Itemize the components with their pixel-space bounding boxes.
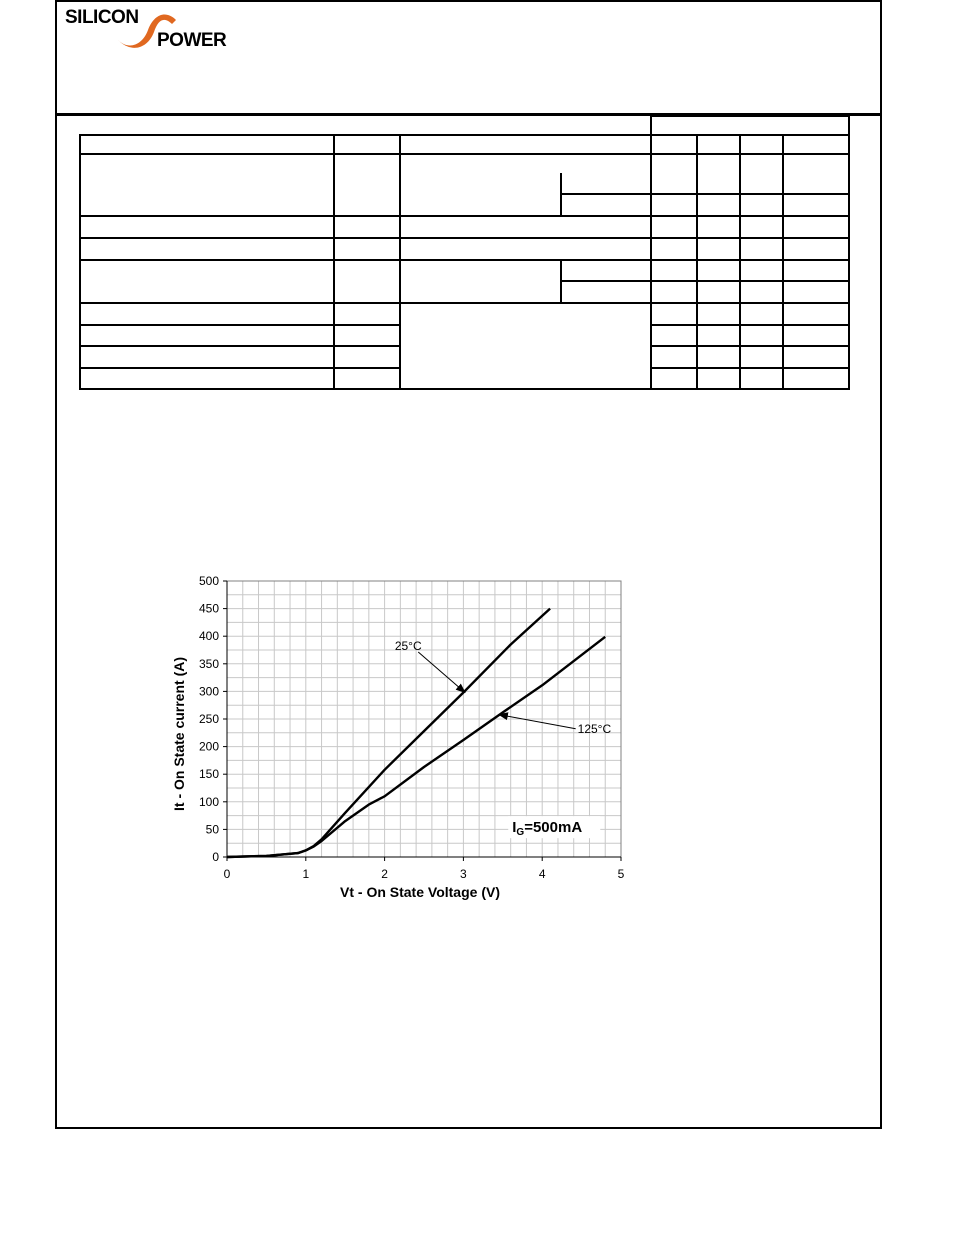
x-tick-label: 0 (223, 867, 231, 881)
logo-text-silicon: SILICON (65, 7, 139, 28)
annotation-label-125c: 125°C (577, 721, 612, 736)
annotation-arrow-25c (418, 652, 465, 693)
x-tick-label: 2 (381, 867, 388, 881)
y-tick-label: 100 (198, 794, 219, 809)
x-axis-title: Vt - On State Voltage (V) (340, 884, 500, 900)
y-tick-label: 50 (205, 822, 219, 837)
y-tick-label: 400 (198, 629, 219, 644)
y-tick-label: 300 (198, 684, 219, 699)
condition-label: $I_G=500mA$ (512, 819, 583, 839)
table-border (80, 135, 849, 389)
y-tick-label: 200 (198, 739, 219, 754)
spec-table (0, 0, 954, 400)
annotation-layer (395, 639, 612, 838)
logo-text-power: POWER (157, 30, 227, 51)
x-tick-label: 3 (460, 867, 467, 881)
on-state-characteristic-chart (160, 565, 640, 910)
y-tick-label: 250 (198, 712, 219, 726)
y-axis-title: It - On State current (A) (171, 656, 187, 812)
y-tick-label: 500 (198, 574, 219, 588)
y-tick-label: 450 (198, 601, 219, 616)
y-tick-label: 350 (198, 656, 219, 671)
y-tick-label: 150 (198, 767, 219, 782)
x-tick-label: 1 (302, 867, 310, 881)
annotation-label-25c: 25°C (394, 639, 422, 653)
y-tick-label: 0 (212, 850, 219, 864)
x-tick-label: 5 (617, 867, 625, 881)
x-tick-label: 4 (538, 867, 546, 881)
grid-layer (227, 581, 621, 857)
